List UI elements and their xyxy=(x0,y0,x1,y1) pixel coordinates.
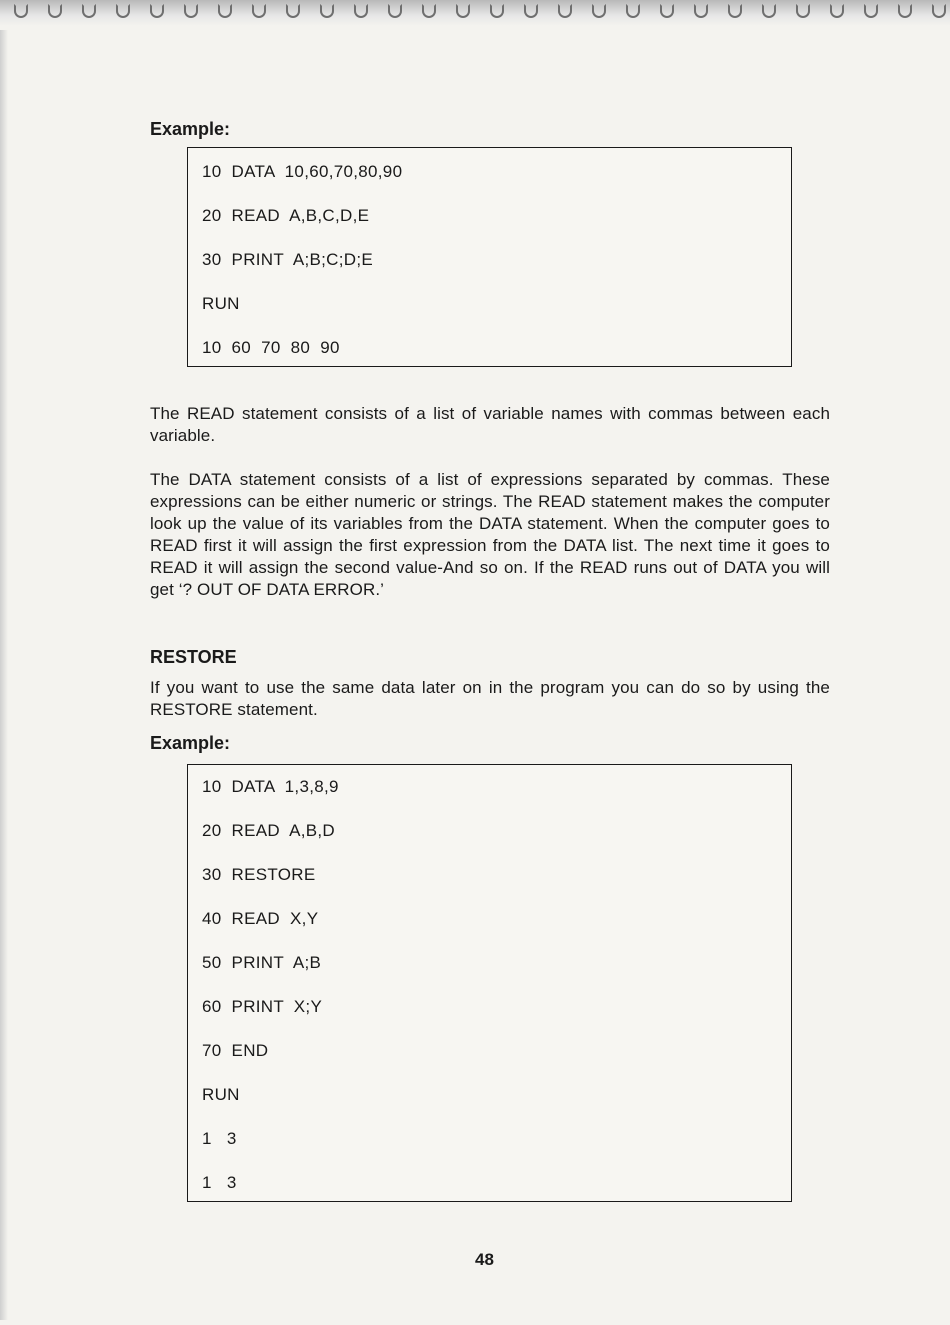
code-line: 10 60 70 80 90 xyxy=(202,338,340,357)
spiral-loop xyxy=(592,4,606,18)
code-example-box-1 xyxy=(187,147,792,367)
spiral-loop xyxy=(286,4,300,18)
spiral-loop xyxy=(82,4,96,18)
spiral-loop xyxy=(728,4,742,18)
code-line: 30 RESTORE xyxy=(202,865,316,884)
restore-paragraph: If you want to use the same data later on in the program you can do so by using the RESTORE statement. xyxy=(150,678,830,719)
code-line: 60 PRINT X;Y xyxy=(202,997,323,1016)
spiral-loop xyxy=(796,4,810,18)
spiral-loop xyxy=(252,4,266,18)
code-line: 30 PRINT A;B;C;D;E xyxy=(202,250,374,269)
example-heading-1: Example: xyxy=(150,119,231,139)
spiral-loop xyxy=(456,4,470,18)
spiral-loop xyxy=(48,4,62,18)
spiral-loop xyxy=(932,4,946,18)
spiral-loop xyxy=(184,4,198,18)
spiral-binding xyxy=(0,0,950,26)
data-statement-paragraph: The DATA statement consists of a list of expressions separated by commas. These expressions can be either numeric or strings. The READ statement makes the computer look up the value of its variables from the DATA statement. When the computer goes to READ first it will assign the first expression from the DATA list. The next time it goes to READ it will assign the second value-And so on. If the READ runs out of DATA you will get ‘? OUT OF DATA ERROR.’ xyxy=(150,470,830,599)
code-line: 10 DATA 1,3,8,9 xyxy=(202,777,339,796)
spiral-loop xyxy=(558,4,572,18)
spiral-loop xyxy=(388,4,402,18)
spiral-loop xyxy=(694,4,708,18)
spiral-loop xyxy=(218,4,232,18)
page-number: 48 xyxy=(475,1250,494,1269)
code-line: RUN xyxy=(202,1085,240,1104)
code-line: RUN xyxy=(202,294,240,313)
spiral-loop xyxy=(320,4,334,18)
example-heading-2: Example: xyxy=(150,733,231,753)
spiral-loop xyxy=(150,4,164,18)
spiral-loop xyxy=(524,4,538,18)
spiral-loop xyxy=(116,4,130,18)
spiral-loop xyxy=(864,4,878,18)
spiral-loop xyxy=(14,4,28,18)
spiral-loop xyxy=(660,4,674,18)
spiral-loop xyxy=(626,4,640,18)
code-line: 20 READ A,B,C,D,E xyxy=(202,206,370,225)
spiral-loop xyxy=(830,4,844,18)
spiral-loop xyxy=(354,4,368,18)
code-line: 10 DATA 10,60,70,80,90 xyxy=(202,162,403,181)
spiral-loop xyxy=(762,4,776,18)
restore-heading: RESTORE xyxy=(150,647,237,667)
code-line: 20 READ A,B,D xyxy=(202,821,335,840)
spiral-loop xyxy=(490,4,504,18)
code-example-box-2 xyxy=(187,764,792,1202)
code-line: 50 PRINT A;B xyxy=(202,953,322,972)
read-statement-paragraph: The READ statement consists of a list of variable names with commas between each variable. xyxy=(150,404,830,445)
spiral-loop xyxy=(898,4,912,18)
code-line: 40 READ X,Y xyxy=(202,909,319,928)
spiral-loop xyxy=(422,4,436,18)
code-line: 1 3 xyxy=(202,1173,237,1192)
code-line: 1 3 xyxy=(202,1129,237,1148)
code-line: 70 END xyxy=(202,1041,269,1060)
page-edge-shadow xyxy=(0,30,8,1320)
